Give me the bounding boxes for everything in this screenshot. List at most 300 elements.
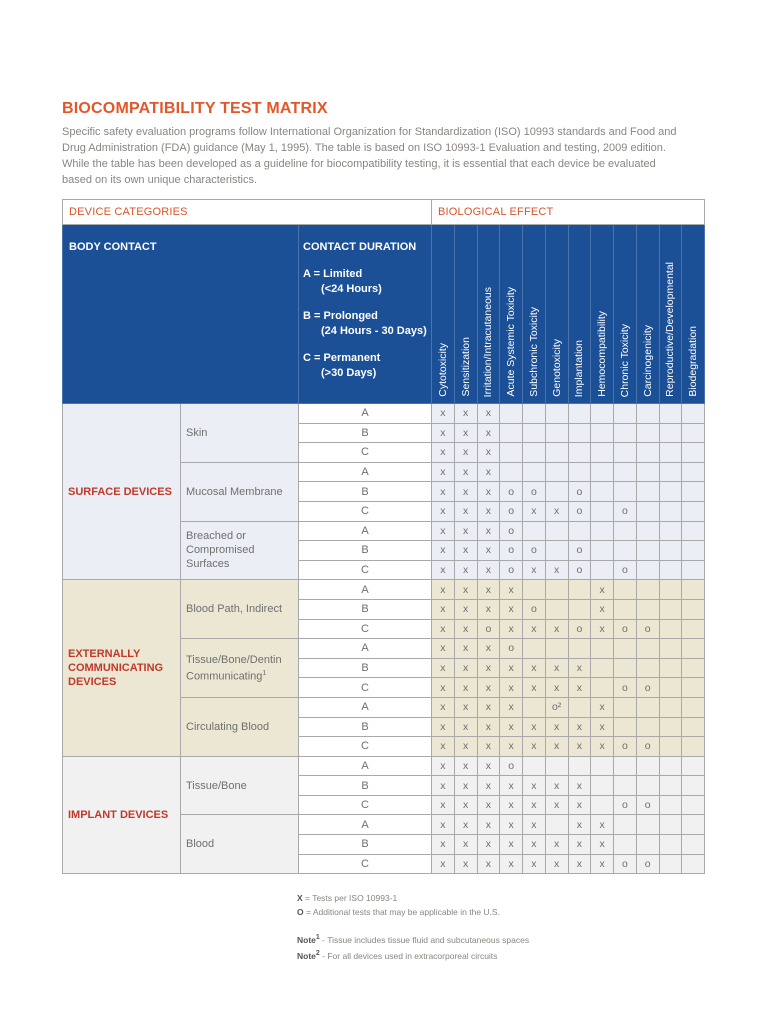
test-mark — [659, 639, 682, 659]
test-mark: x — [477, 560, 500, 580]
test-mark: x — [454, 423, 477, 443]
effect-header — [477, 225, 500, 404]
test-mark: o — [477, 619, 500, 639]
test-mark — [523, 639, 546, 659]
test-mark: x — [454, 443, 477, 463]
test-mark: x — [432, 404, 455, 424]
test-mark — [523, 443, 546, 463]
test-mark — [636, 501, 659, 521]
test-mark: x — [432, 737, 455, 757]
test-mark: x — [500, 835, 523, 855]
test-mark — [568, 521, 591, 541]
test-mark — [545, 756, 568, 776]
test-mark — [659, 404, 682, 424]
test-mark — [682, 443, 705, 463]
test-mark — [591, 423, 614, 443]
test-mark — [682, 462, 705, 482]
contact-type-label: Tissue/Bone/Dentin Communicating$^1$ — [181, 639, 299, 698]
note-1: Note$^1$ - Tissue includes tissue fluid and subcutaneous spaces — [297, 934, 530, 945]
test-mark: o — [614, 501, 637, 521]
test-mark — [659, 854, 682, 874]
test-mark — [545, 404, 568, 424]
intro-line: based on its own unique characteristics. — [62, 174, 258, 186]
contact-duration-header — [299, 225, 432, 404]
test-mark: x — [545, 717, 568, 737]
test-mark: o — [500, 541, 523, 561]
test-mark: x — [591, 815, 614, 835]
test-mark — [659, 756, 682, 776]
test-mark: x — [523, 776, 546, 796]
test-mark — [682, 541, 705, 561]
test-mark — [659, 541, 682, 561]
contact-type-label: Tissue/Bone — [181, 756, 299, 815]
test-mark: x — [545, 619, 568, 639]
test-mark: x — [500, 580, 523, 600]
test-mark — [682, 678, 705, 698]
duration-cell: C — [299, 619, 432, 639]
test-mark: x — [477, 815, 500, 835]
test-mark: x — [523, 619, 546, 639]
test-mark: x — [432, 639, 455, 659]
test-mark — [568, 697, 591, 717]
effect-header — [659, 225, 682, 404]
test-mark — [568, 756, 591, 776]
contact-type-label: Mucosal Membrane — [181, 462, 299, 521]
note-2: Note$^2$ - For all devices used in extracorporeal circuits — [297, 949, 498, 961]
test-mark: x — [545, 854, 568, 874]
duration-cell: C — [299, 678, 432, 698]
effect-label: Sensitization — [459, 337, 472, 397]
test-mark: x — [568, 815, 591, 835]
test-mark: o² — [545, 697, 568, 717]
effect-label: Genotoxicity — [550, 339, 563, 397]
contact-type-label: Circulating Blood — [181, 697, 299, 756]
test-mark — [614, 835, 637, 855]
test-mark: x — [454, 678, 477, 698]
test-mark — [636, 697, 659, 717]
duration-cell: C — [299, 560, 432, 580]
test-mark: x — [591, 619, 614, 639]
test-mark: x — [477, 835, 500, 855]
test-mark — [614, 462, 637, 482]
test-mark: x — [500, 815, 523, 835]
contact-type-label: Skin — [181, 404, 299, 463]
effect-header — [432, 225, 455, 404]
test-mark — [614, 717, 637, 737]
test-mark: x — [477, 795, 500, 815]
effect-header — [523, 225, 546, 404]
test-mark — [682, 521, 705, 541]
test-mark: x — [454, 815, 477, 835]
test-mark — [591, 776, 614, 796]
effect-label: Hemocompatibility — [596, 311, 609, 397]
test-mark: o — [568, 619, 591, 639]
body-contact-header: BODY CONTACT — [63, 225, 299, 404]
test-mark: x — [545, 835, 568, 855]
test-mark: x — [591, 835, 614, 855]
test-mark: x — [454, 639, 477, 659]
test-mark: x — [454, 835, 477, 855]
test-mark: x — [477, 443, 500, 463]
test-mark: x — [432, 854, 455, 874]
test-mark — [568, 423, 591, 443]
test-mark: x — [545, 560, 568, 580]
test-mark: x — [500, 658, 523, 678]
test-mark — [523, 404, 546, 424]
test-mark: x — [432, 443, 455, 463]
test-mark: o — [636, 737, 659, 757]
test-mark: x — [454, 560, 477, 580]
duration-cell: A — [299, 815, 432, 835]
test-mark: x — [568, 678, 591, 698]
test-mark — [500, 423, 523, 443]
test-mark — [614, 541, 637, 561]
test-mark — [500, 443, 523, 463]
contact-type-label: Breached or Compromised Surfaces — [181, 521, 299, 580]
test-mark: x — [477, 404, 500, 424]
test-mark: x — [477, 599, 500, 619]
test-mark: x — [591, 599, 614, 619]
table-row — [63, 404, 705, 424]
test-mark: x — [500, 854, 523, 874]
test-mark: x — [477, 639, 500, 659]
test-mark: x — [454, 580, 477, 600]
test-mark — [614, 658, 637, 678]
test-mark: x — [477, 580, 500, 600]
intro-text — [62, 124, 712, 188]
test-mark: x — [523, 560, 546, 580]
test-mark: x — [454, 404, 477, 424]
page-title: BIOCOMPATIBILITY TEST MATRIX — [62, 100, 328, 117]
test-mark — [545, 599, 568, 619]
duration-cell: B — [299, 423, 432, 443]
test-mark: x — [523, 815, 546, 835]
test-mark: o — [614, 678, 637, 698]
test-mark — [682, 501, 705, 521]
test-mark: x — [432, 462, 455, 482]
duration-cell: B — [299, 541, 432, 561]
contact-type-label: Blood Path, Indirect — [181, 580, 299, 639]
test-mark — [682, 658, 705, 678]
test-mark — [682, 619, 705, 639]
effect-label: Subchronic Toxicity — [527, 307, 540, 397]
test-mark — [682, 815, 705, 835]
effect-label: Chronic Toxicity — [618, 323, 631, 397]
test-mark — [636, 835, 659, 855]
test-mark — [614, 756, 637, 776]
test-mark: x — [477, 658, 500, 678]
test-mark — [659, 717, 682, 737]
test-mark: x — [477, 737, 500, 757]
test-mark: x — [568, 795, 591, 815]
test-mark — [568, 639, 591, 659]
contact-duration-title: CONTACT DURATION — [303, 241, 417, 253]
legend-o: O = Additional tests that may be applicable in the U.S. — [297, 907, 500, 917]
test-mark — [659, 599, 682, 619]
test-mark: x — [477, 678, 500, 698]
effect-header — [500, 225, 523, 404]
test-mark — [591, 443, 614, 463]
test-mark: o — [523, 599, 546, 619]
test-mark: x — [591, 854, 614, 874]
test-mark: x — [454, 697, 477, 717]
test-mark — [614, 639, 637, 659]
test-mark — [591, 560, 614, 580]
test-mark — [636, 639, 659, 659]
test-mark: o — [568, 501, 591, 521]
effect-header — [591, 225, 614, 404]
duration-cell: B — [299, 599, 432, 619]
test-mark — [591, 658, 614, 678]
test-mark — [682, 756, 705, 776]
test-mark — [636, 404, 659, 424]
test-mark — [523, 756, 546, 776]
test-mark — [682, 599, 705, 619]
test-mark: o — [636, 854, 659, 874]
test-mark — [591, 482, 614, 502]
test-mark: x — [591, 697, 614, 717]
test-mark: x — [454, 521, 477, 541]
test-mark — [636, 776, 659, 796]
test-mark: x — [568, 717, 591, 737]
test-mark: o — [614, 619, 637, 639]
test-mark: x — [500, 717, 523, 737]
test-mark: x — [454, 737, 477, 757]
test-mark — [636, 462, 659, 482]
table-row — [63, 756, 705, 776]
test-mark: x — [477, 854, 500, 874]
test-mark: x — [432, 678, 455, 698]
test-mark: o — [568, 560, 591, 580]
test-mark — [682, 835, 705, 855]
test-mark — [636, 815, 659, 835]
test-mark: x — [523, 737, 546, 757]
test-mark: x — [545, 737, 568, 757]
test-mark — [659, 443, 682, 463]
test-mark — [636, 423, 659, 443]
test-mark: x — [545, 501, 568, 521]
effect-label: Biodegradation — [687, 326, 700, 397]
test-mark — [614, 815, 637, 835]
test-mark: x — [432, 658, 455, 678]
test-mark — [682, 854, 705, 874]
test-mark — [614, 599, 637, 619]
test-mark — [659, 521, 682, 541]
test-mark — [682, 423, 705, 443]
test-mark — [591, 462, 614, 482]
test-mark: x — [432, 717, 455, 737]
test-mark — [659, 737, 682, 757]
test-mark — [568, 443, 591, 463]
test-mark — [682, 560, 705, 580]
test-mark — [659, 658, 682, 678]
test-mark — [682, 717, 705, 737]
test-mark: x — [432, 835, 455, 855]
test-mark: x — [432, 619, 455, 639]
test-mark: x — [523, 658, 546, 678]
test-mark: x — [477, 756, 500, 776]
test-mark — [545, 521, 568, 541]
test-mark: o — [523, 541, 546, 561]
test-mark — [682, 795, 705, 815]
test-mark: x — [523, 795, 546, 815]
test-mark — [568, 599, 591, 619]
test-mark: x — [432, 756, 455, 776]
test-mark: x — [454, 795, 477, 815]
biocompatibility-matrix — [62, 199, 705, 874]
test-mark: o — [636, 795, 659, 815]
duration-cell: B — [299, 835, 432, 855]
test-mark — [636, 580, 659, 600]
effect-header — [682, 225, 705, 404]
duration-legend-b: B = Prolonged (24 Hours - 30 Days) — [303, 310, 427, 337]
test-mark — [636, 521, 659, 541]
test-mark — [523, 697, 546, 717]
test-mark: x — [432, 560, 455, 580]
test-mark: x — [591, 717, 614, 737]
test-mark — [545, 462, 568, 482]
test-mark — [591, 795, 614, 815]
test-mark: o — [614, 795, 637, 815]
test-mark: x — [454, 501, 477, 521]
duration-cell: C — [299, 795, 432, 815]
test-mark: o — [636, 619, 659, 639]
test-mark — [568, 404, 591, 424]
test-mark — [614, 776, 637, 796]
test-mark — [659, 678, 682, 698]
test-mark: x — [500, 776, 523, 796]
test-mark: x — [432, 795, 455, 815]
table-row — [63, 580, 705, 600]
test-mark — [545, 580, 568, 600]
test-mark — [591, 639, 614, 659]
test-mark: x — [432, 541, 455, 561]
effect-header — [568, 225, 591, 404]
duration-cell: A — [299, 580, 432, 600]
test-mark — [682, 404, 705, 424]
test-mark: x — [523, 835, 546, 855]
test-mark — [659, 462, 682, 482]
test-mark — [523, 521, 546, 541]
effect-label: Carcinogenicity — [641, 325, 654, 397]
test-mark: x — [432, 815, 455, 835]
test-mark: x — [523, 678, 546, 698]
test-mark — [636, 482, 659, 502]
legend — [297, 891, 529, 963]
duration-cell: B — [299, 482, 432, 502]
test-mark: x — [477, 462, 500, 482]
test-mark — [545, 541, 568, 561]
test-mark — [636, 443, 659, 463]
duration-cell: B — [299, 717, 432, 737]
test-mark — [636, 541, 659, 561]
duration-legend-c: C = Permanent (>30 Days) — [303, 352, 381, 379]
test-mark: x — [432, 501, 455, 521]
test-mark: o — [614, 560, 637, 580]
test-mark: o — [614, 737, 637, 757]
test-mark — [659, 501, 682, 521]
test-mark — [659, 580, 682, 600]
test-mark: x — [591, 580, 614, 600]
test-mark: x — [454, 756, 477, 776]
test-mark — [545, 482, 568, 502]
test-mark — [545, 815, 568, 835]
group-label: EXTERNALLY COMMUNICATING DEVICES — [63, 580, 181, 756]
test-mark: x — [568, 737, 591, 757]
test-mark — [614, 521, 637, 541]
legend-x: X = Tests per ISO 10993-1 — [297, 893, 398, 903]
effect-header — [636, 225, 659, 404]
test-mark — [614, 423, 637, 443]
test-mark — [523, 580, 546, 600]
duration-cell: B — [299, 658, 432, 678]
group-label: IMPLANT DEVICES — [63, 756, 181, 874]
test-mark — [659, 835, 682, 855]
effect-header — [454, 225, 477, 404]
test-mark — [636, 756, 659, 776]
test-mark: x — [500, 619, 523, 639]
test-mark: x — [568, 854, 591, 874]
test-mark — [682, 482, 705, 502]
test-mark: x — [523, 717, 546, 737]
test-mark: x — [432, 423, 455, 443]
test-mark — [545, 423, 568, 443]
test-mark — [659, 619, 682, 639]
test-mark — [614, 482, 637, 502]
intro-line: While the table has been developed as a guideline for biocompatibility testing, it is essential that each device be evaluated — [62, 158, 656, 170]
test-mark: x — [454, 482, 477, 502]
test-mark: x — [500, 737, 523, 757]
duration-cell: A — [299, 756, 432, 776]
test-mark — [500, 404, 523, 424]
test-mark — [636, 560, 659, 580]
test-mark: o — [614, 854, 637, 874]
contact-type-label: Blood — [181, 815, 299, 874]
test-mark: x — [432, 482, 455, 502]
test-mark: x — [568, 835, 591, 855]
test-mark — [500, 462, 523, 482]
test-mark: x — [500, 599, 523, 619]
test-mark: o — [500, 639, 523, 659]
test-mark: o — [500, 756, 523, 776]
test-mark — [636, 658, 659, 678]
test-mark — [591, 521, 614, 541]
test-mark — [568, 580, 591, 600]
test-mark — [568, 462, 591, 482]
biological-effect-header: BIOLOGICAL EFFECT — [432, 200, 705, 225]
test-mark — [682, 737, 705, 757]
test-mark: o — [500, 482, 523, 502]
duration-cell: A — [299, 697, 432, 717]
duration-cell: A — [299, 639, 432, 659]
duration-cell: C — [299, 737, 432, 757]
test-mark: o — [636, 678, 659, 698]
test-mark — [659, 776, 682, 796]
test-mark: x — [454, 541, 477, 561]
duration-cell: A — [299, 521, 432, 541]
duration-cell: B — [299, 776, 432, 796]
duration-cell: A — [299, 462, 432, 482]
test-mark — [682, 639, 705, 659]
test-mark — [659, 815, 682, 835]
test-mark: x — [568, 776, 591, 796]
test-mark: x — [432, 776, 455, 796]
test-mark — [591, 404, 614, 424]
test-mark: x — [568, 658, 591, 678]
test-mark: x — [477, 697, 500, 717]
test-mark: x — [500, 678, 523, 698]
test-mark: x — [454, 658, 477, 678]
